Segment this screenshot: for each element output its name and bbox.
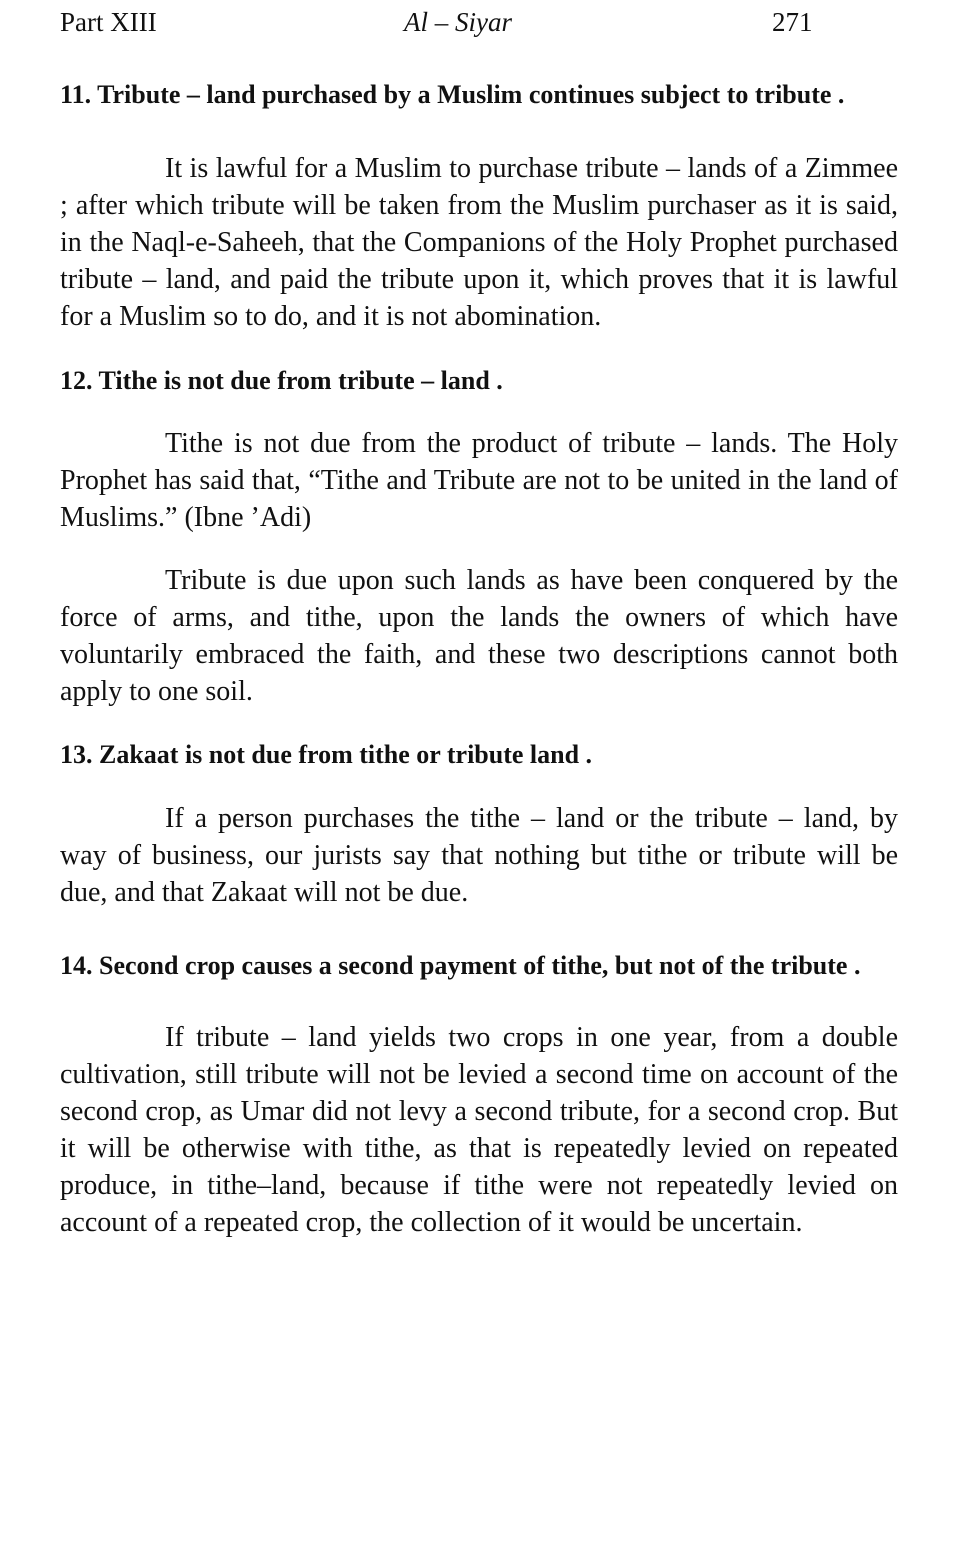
section-12-paragraph-1: Tithe is not due from the product of tribute – lands. The Holy Prophet has said that, “Tithe and Tribute are not to be united in the land of Muslims.” (Ibne ’Adi) (60, 428, 898, 533)
chapter-title: Al – Siyar (404, 7, 512, 37)
page-number: 271 (772, 7, 813, 37)
section-11-paragraph: It is lawful for a Muslim to purchase tribute – lands of a Zimmee ; after which tribute will be taken from the Muslim purchaser as it is said, in the Naql-e-Saheeh, that the Companions of the Holy Prophet purchased tribute – land, and paid the tribute upon it, which proves that it is lawful for a Muslim so to do, and it is not abomination. (60, 153, 898, 332)
document-page (60, 0, 898, 1241)
section-13-paragraph: If a person purchases the tithe – land or the tribute – land, by way of business, our jurists say that nothing but tithe or tribute will be due, and that Zakaat will not be due. (60, 803, 898, 908)
section-12-paragraph-2: Tribute is due upon such lands as have been conquered by the force of arms, and tithe, upon the lands the owners of which have voluntarily embraced the faith, and these two descriptions cannot both apply to one soil. (60, 565, 898, 707)
section-heading-14: 14. Second crop causes a second payment of tithe, but not of the tribute . (60, 951, 861, 980)
section-14-paragraph: If tribute – land yields two crops in one year, from a double cultivation, still tribute will not be levied a second time on account of the second crop, as Umar did not levy a second tribute, for a second crop. But it will be otherwise with tithe, as that is repeatedly levied on repeated produce, in tithe–land, because if tithe were not repeatedly levied on account of a repeated crop, the collection of it would be uncertain. (60, 1022, 898, 1238)
section-heading-13: 13. Zakaat is not due from tithe or tribute land . (60, 740, 593, 769)
running-header (60, 0, 898, 44)
section-heading-11: 11. Tribute – land purchased by a Muslim continues subject to tribute . (60, 80, 845, 109)
part-label: Part XIII (60, 7, 157, 37)
section-heading-12: 12. Tithe is not due from tribute – land . (60, 366, 503, 395)
